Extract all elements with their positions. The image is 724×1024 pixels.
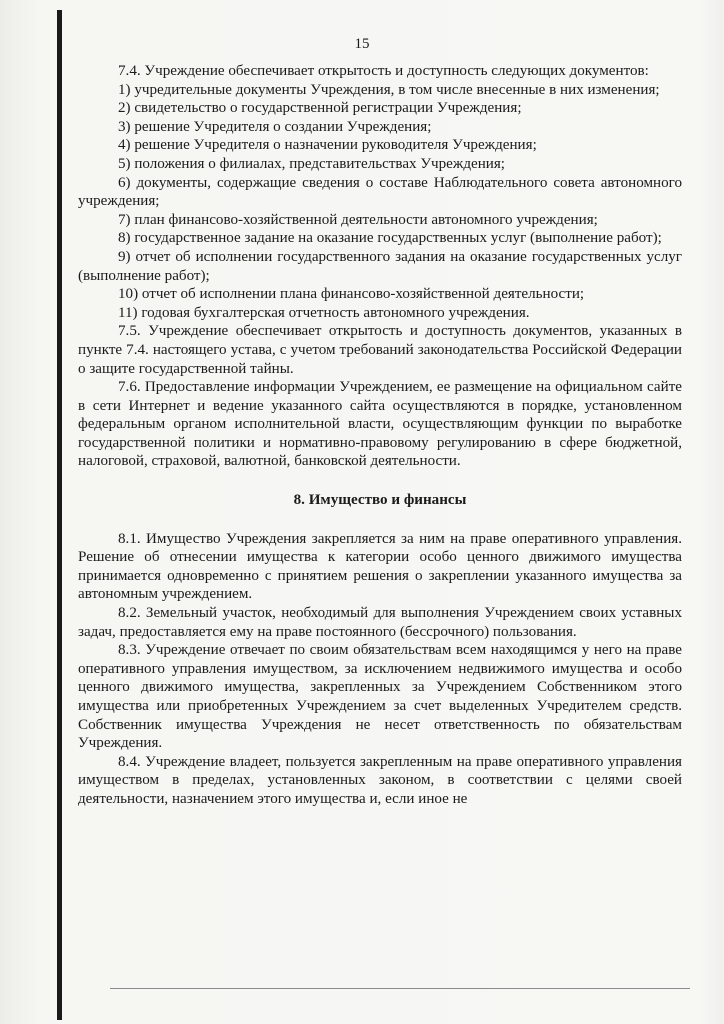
section-7-paragraphs — [78, 62, 682, 471]
document-body — [78, 62, 682, 809]
bottom-divider — [110, 988, 690, 989]
section-8-heading: 8. Имущество и финансы — [293, 492, 467, 509]
paragraph: 7.5. Учреждение обеспечивает открытость и доступность документов, указанных в пункте 7.4. настоящего устава, с учетом требований законодательства Российской Федерации о защите государственной тайны. — [78, 323, 682, 377]
paragraph: 8.1. Имущество Учреждения закрепляется за ним на праве оперативного управления. Решение об отнесении имущества к категории особо ценного движимого имущества принимается одновременно с принятием решения о закреплении указанного имущества за автономным учреждением. — [78, 530, 682, 603]
paragraph: 8.3. Учреждение отвечает по своим обязательствам всем находящимся у него на праве оперативного управления имуществом, за исключением недвижимого имущества и особо ценного движимого имущества, закрепленных за Учреждением Собственником этого имущества или приобретенных Учреждением за счет выделенных Учредителем средств. Собственник имущества Учреждения не несет ответственность по обязательствам Учреждения. — [78, 642, 682, 752]
paragraph: 7.4. Учреждение обеспечивает открытость и доступность следующих документов: — [118, 63, 649, 79]
section-8-paragraphs — [78, 530, 682, 809]
list-item: 4) решение Учредителя о назначении руководителя Учреждения; — [118, 137, 537, 154]
list-item: 8) государственное задание на оказание государственных услуг (выполнение работ); — [118, 230, 662, 247]
list-item: 6) документы, содержащие сведения о составе Наблюдательного совета автономного учреждения; — [78, 174, 682, 210]
list-item: 3) решение Учредителя о создании Учреждения; — [118, 118, 432, 135]
list-item: 10) отчет об исполнении плана финансово-хозяйственной деятельности; — [118, 286, 585, 303]
page-number: 15 — [354, 36, 370, 52]
list-item: 9) отчет об исполнении государственного задания на оказание государственных услуг (выполнение работ); — [78, 248, 682, 284]
list-item: 2) свидетельство о государственной регистрации Учреждения; — [118, 100, 522, 117]
list-item: 11) годовая бухгалтерская отчетность автономного учреждения. — [118, 304, 530, 321]
paragraph: 7.6. Предоставление информации Учреждением, ее размещение на официальном сайте в сети Интернет и ведение указанного сайта осуществляются в порядке, установленном федеральным органом исполнительной власти, осуществляющим функции по выработке государственной политики и нормативно-правовому регулированию в сфере бюджетной, налоговой, страховой, валютной, банковской деятельности. — [78, 379, 682, 470]
list-item: 7) план финансово-хозяйственной деятельности автономного учреждения; — [118, 211, 598, 228]
list-item: 1) учредительные документы Учреждения, в том числе внесенные в них изменения; — [118, 81, 660, 98]
paragraph: 8.4. Учреждение владеет, пользуется закрепленным на праве оперативного управления имуществом в пределах, установленных законом, в соответствии с целями своей деятельности, назначением этого имущества и, если иное не — [78, 753, 682, 807]
paragraph: 8.2. Земельный участок, необходимый для выполнения Учреждением своих уставных задач, предоставляется ему на праве постоянного (бессрочного) пользования. — [78, 605, 682, 640]
list-item: 5) положения о филиалах, представительствах Учреждения; — [118, 155, 505, 172]
binding-edge — [57, 10, 62, 1020]
